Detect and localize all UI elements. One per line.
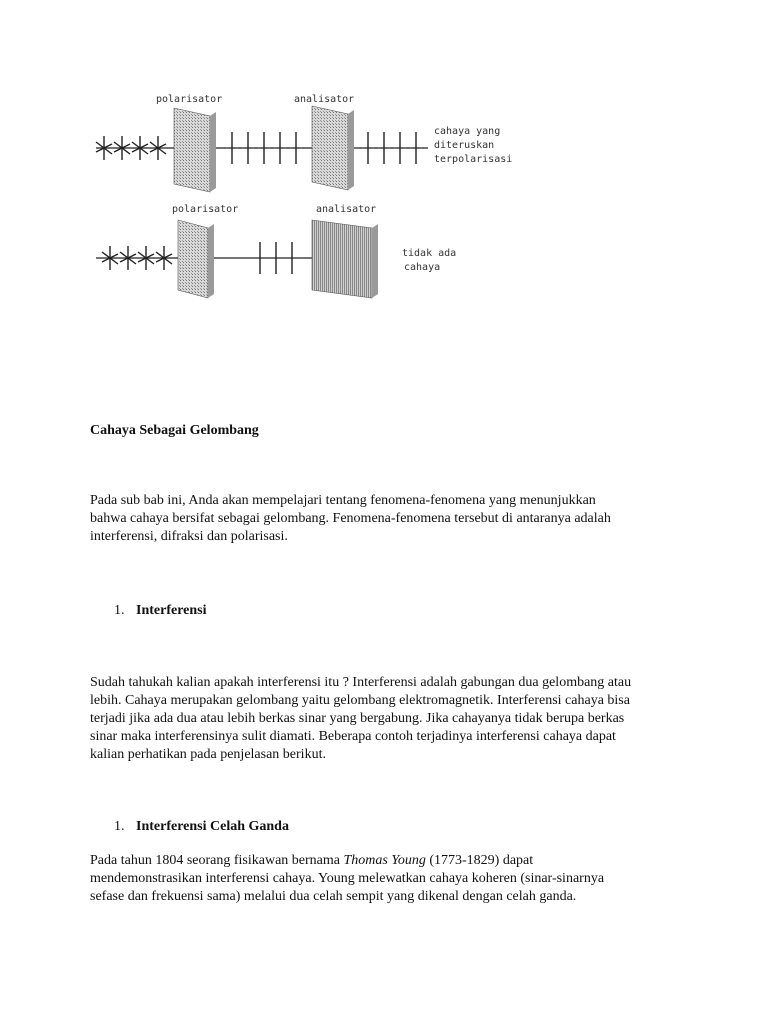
polarizer-plate-row2 [178,220,208,298]
list-number: 1. [114,603,125,618]
list-number: 1. [114,819,125,834]
paragraph-line: sinar maka interferensinya sulit diamati. Beberapa contoh terjadinya interferensi cahaya dapat [90,729,616,744]
interference-paragraph [90,674,690,764]
result-line2-row1: diteruskan [434,140,495,151]
list-label: Interferensi [136,603,207,618]
paragraph-line: lebih. Cahaya merupakan gelombang yaitu gelombang elektromagnetik. Interferensi cahaya bisa [90,693,630,708]
intro-line: Pada sub bab ini, Anda akan mempelajari tentang fenomena-fenomena yang menunjukkan [90,493,596,508]
result-line3-row1: terpolarisasi [434,154,513,165]
result-line2-row2: cahaya [404,262,441,273]
intro-paragraph [90,492,690,546]
young-paragraph [90,852,690,906]
list-item-interferensi [114,602,674,620]
paragraph-line: mendemonstrasikan interferensi cahaya. Young melewatkan cahaya koheren (sinar-sinarnya [90,871,605,886]
paragraph-line [90,852,690,870]
paragraph-line: kalian perhatikan pada penjelasan berikut. [90,747,326,762]
polarizer-edge-row2 [208,224,214,298]
polarization-figure [90,88,522,300]
analyzer-label-row2: analisator [316,204,377,215]
young-text: (1773-1829) dapat [425,853,534,868]
analyzer-edge-row2 [372,224,378,298]
analyzer-plate-row2 [312,220,372,298]
section-title: Cahaya Sebagai Gelombang [90,423,259,438]
polarizer-label-row2: polarisator [172,204,239,215]
polarizer-edge-row1 [210,112,216,192]
paragraph-line: Sudah tahukah kalian apakah interferensi itu ? Interferensi adalah gabungan dua gelombang atau [90,675,632,690]
analyzer-plate-row1 [312,106,348,190]
list-label: Interferensi Celah Ganda [136,819,289,834]
young-text: Pada tahun 1804 seorang fisikawan bernama [90,853,344,868]
analyzer-edge-row1 [348,110,354,190]
polarizer-label-row1: polarisator [156,94,223,105]
intro-line: interferensi, difraksi dan polarisasi. [90,529,288,544]
list-item-celah-ganda [114,818,674,836]
result-line1-row2: tidak ada [402,248,457,259]
analyzer-label-row1: analisator [294,94,355,105]
polarization-diagram [90,88,522,300]
paragraph-line: terjadi jika ada dua atau lebih berkas sinar yang bergabung. Jika cahayanya tidak berupa berkas [90,711,625,726]
polarizer-plate-row1 [174,108,210,192]
result-line1-row1: cahaya yang [434,126,501,137]
paragraph-line: sefase dan frekuensi sama) melalui dua celah sempit yang dikenal dengan celah ganda. [90,889,577,904]
scientist-name: Thomas Young [343,853,426,868]
intro-line: bahwa cahaya bersifat sebagai gelombang. Fenomena-fenomena tersebut di antaranya adalah [90,511,611,526]
